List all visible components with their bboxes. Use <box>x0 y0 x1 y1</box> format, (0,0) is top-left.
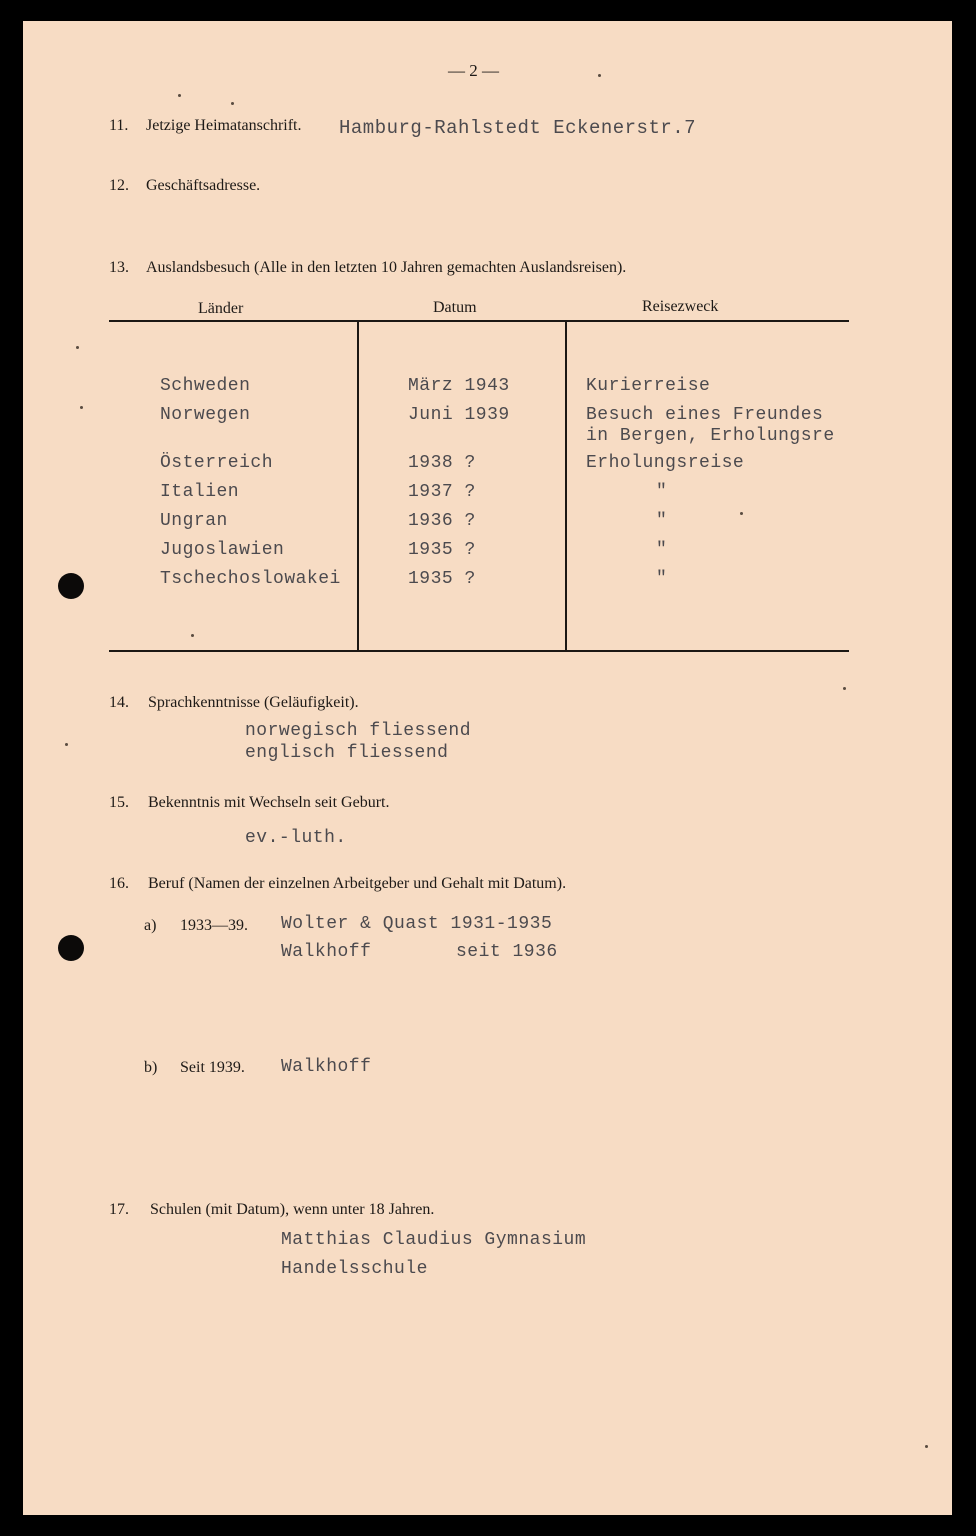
q16a-employer-1: Wolter & Quast 1931-1935 <box>281 914 553 934</box>
q17-number: 17. <box>109 1201 129 1218</box>
travel-country: Italien <box>160 482 240 502</box>
table-bottom-rule <box>109 650 849 652</box>
travel-purpose: " <box>656 511 668 531</box>
q16b-employer: Walkhoff <box>281 1057 372 1077</box>
travel-purpose: Besuch eines Freundes <box>586 405 824 425</box>
q15-label: Bekenntnis mit Wechseln seit Geburt. <box>148 794 390 811</box>
q13-number: 13. <box>109 259 129 276</box>
travel-purpose: " <box>656 569 668 589</box>
q14-label: Sprachkenntnisse (Geläufigkeit). <box>148 694 359 711</box>
q13-label: Auslandsbesuch (Alle in den letzten 10 Jahren gemachten Auslandsreisen). <box>146 259 627 276</box>
q16b-period: Seit 1939. <box>180 1059 245 1076</box>
q14-number: 14. <box>109 694 129 711</box>
q17-label: Schulen (mit Datum), wenn unter 18 Jahren. <box>150 1201 435 1218</box>
travel-purpose-continued: in Bergen, Erholungsre <box>586 426 835 446</box>
paper-speck <box>843 687 846 690</box>
travel-purpose: Kurierreise <box>586 376 711 396</box>
q16a-employer-2-name: Walkhoff <box>281 942 372 962</box>
q16a-employer-2-date: seit 1936 <box>456 942 558 962</box>
travel-date: 1936 ? <box>408 511 476 531</box>
q17-answer-2: Handelsschule <box>281 1259 428 1279</box>
travel-table-row <box>23 405 952 446</box>
q17-answer-1: Matthias Claudius Gymnasium <box>281 1230 587 1250</box>
q16-number: 16. <box>109 875 129 892</box>
paper-speck <box>598 74 601 77</box>
paper-speck <box>76 346 79 349</box>
q11-number: 11. <box>109 117 129 134</box>
q11-answer: Hamburg-Rahlstedt Eckenerstr.7 <box>339 117 697 139</box>
q11-label: Jetzige Heimatanschrift. <box>146 117 302 134</box>
travel-date: Juni 1939 <box>408 405 510 425</box>
q14-answer-2: englisch fliessend <box>245 743 449 763</box>
travel-table-row <box>23 453 952 479</box>
punch-hole-bottom <box>58 935 84 961</box>
travel-table-row <box>23 511 952 537</box>
travel-table-row <box>23 482 952 508</box>
travel-date: 1937 ? <box>408 482 476 502</box>
paper-speck <box>925 1445 928 1448</box>
travel-date: 1935 ? <box>408 569 476 589</box>
table-top-rule <box>109 320 849 322</box>
q15-number: 15. <box>109 794 129 811</box>
travel-purpose: " <box>656 540 668 560</box>
q12-label: Geschäftsadresse. <box>146 177 261 194</box>
q16b-prefix: b) <box>144 1059 158 1076</box>
table-header-countries: Länder <box>198 300 244 317</box>
travel-table-row <box>23 569 952 595</box>
paper-speck <box>178 94 181 97</box>
q16-label: Beruf (Namen der einzelnen Arbeitgeber und Gehalt mit Datum). <box>148 875 567 892</box>
travel-country: Schweden <box>160 376 251 396</box>
travel-purpose: " <box>656 482 668 502</box>
page-number: — 2 — <box>448 61 499 80</box>
travel-table-row <box>23 376 952 402</box>
q16a-prefix: a) <box>144 917 157 934</box>
paper-speck <box>191 634 194 637</box>
travel-date: März 1943 <box>408 376 510 396</box>
travel-table-row <box>23 540 952 566</box>
travel-country: Jugoslawien <box>160 540 285 560</box>
travel-country: Norwegen <box>160 405 251 425</box>
document-page <box>23 21 952 1515</box>
q15-answer: ev.-luth. <box>245 828 347 848</box>
table-header-date: Datum <box>433 299 477 316</box>
travel-date: 1935 ? <box>408 540 476 560</box>
travel-country: Tschechoslowakei <box>160 569 341 589</box>
table-header-purpose: Reisezweck <box>642 298 719 315</box>
travel-country: Österreich <box>160 453 274 473</box>
travel-date: 1938 ? <box>408 453 476 473</box>
travel-country: Ungran <box>160 511 228 531</box>
q16a-period: 1933—39. <box>180 917 248 934</box>
q12-number: 12. <box>109 177 129 194</box>
travel-purpose: Erholungsreise <box>586 453 745 473</box>
paper-speck <box>65 743 68 746</box>
q14-answer-1: norwegisch fliessend <box>245 721 472 741</box>
paper-speck <box>231 102 234 105</box>
